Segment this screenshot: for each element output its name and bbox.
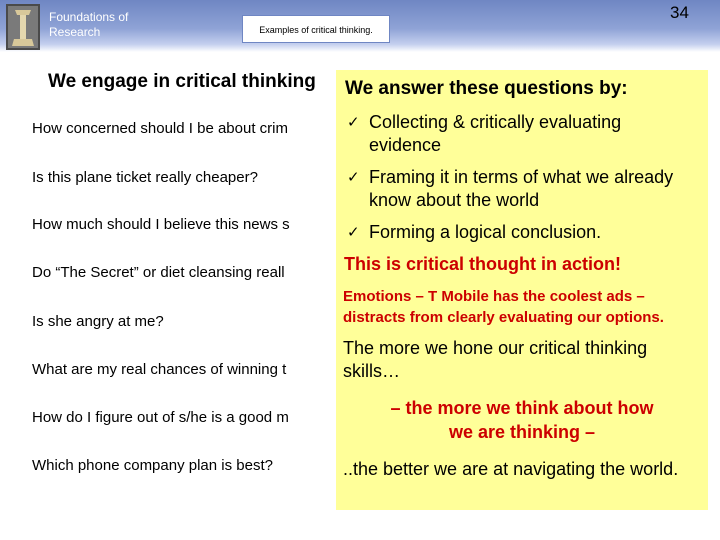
- question-item: What are my real chances of winning t: [32, 361, 287, 378]
- hone-text: The more we hone our critical thinking skills…: [343, 338, 648, 381]
- checkmark-icon: ✓: [347, 224, 360, 241]
- checkmark-icon: ✓: [347, 169, 360, 186]
- course-title: [49, 10, 128, 40]
- topic-label: Examples of critical thinking.: [242, 15, 390, 43]
- question-item: Is she angry at me?: [32, 313, 164, 330]
- better-text: ..the better we are at navigating the world.: [343, 459, 679, 479]
- method-item: [347, 166, 697, 212]
- question-item: How much should I believe this news s: [32, 216, 290, 233]
- question-item: How do I figure out of s/he is a good m: [32, 409, 289, 426]
- checkmark-icon: ✓: [347, 114, 360, 131]
- panel-title: We answer these questions by:: [345, 78, 628, 99]
- question-item: How concerned should I be about crim: [32, 120, 288, 137]
- course-title-line2: Research: [49, 25, 101, 39]
- course-title-line1: Foundations of: [49, 10, 129, 24]
- more-thinking-line1: – the more we think about how: [390, 398, 654, 418]
- method-text: Forming a logical conclusion.: [369, 222, 602, 242]
- method-item: [347, 221, 697, 244]
- slide-title: We engage in critical thinking: [48, 71, 316, 92]
- pillar-logo-icon: [6, 4, 40, 50]
- method-text: Framing it in terms of what we already know about the world: [369, 167, 674, 210]
- answer-panel: [336, 70, 708, 510]
- action-callout: This is critical thought in action!: [344, 254, 622, 274]
- question-item: Do “The Secret” or diet cleansing reall: [32, 264, 285, 281]
- question-item: Which phone company plan is best?: [32, 457, 273, 474]
- slide-number: 34: [670, 3, 689, 22]
- emotions-note: Emotions – T Mobile has the coolest ads – distracts from clearly evaluating our options.: [343, 288, 664, 326]
- more-thinking-line2: we are thinking –: [448, 422, 596, 442]
- method-text: Collecting & critically evaluating evidence: [369, 112, 622, 155]
- method-item: [347, 111, 697, 157]
- question-item: Is this plane ticket really cheaper?: [32, 169, 258, 186]
- more-thinking-callout: [336, 396, 708, 444]
